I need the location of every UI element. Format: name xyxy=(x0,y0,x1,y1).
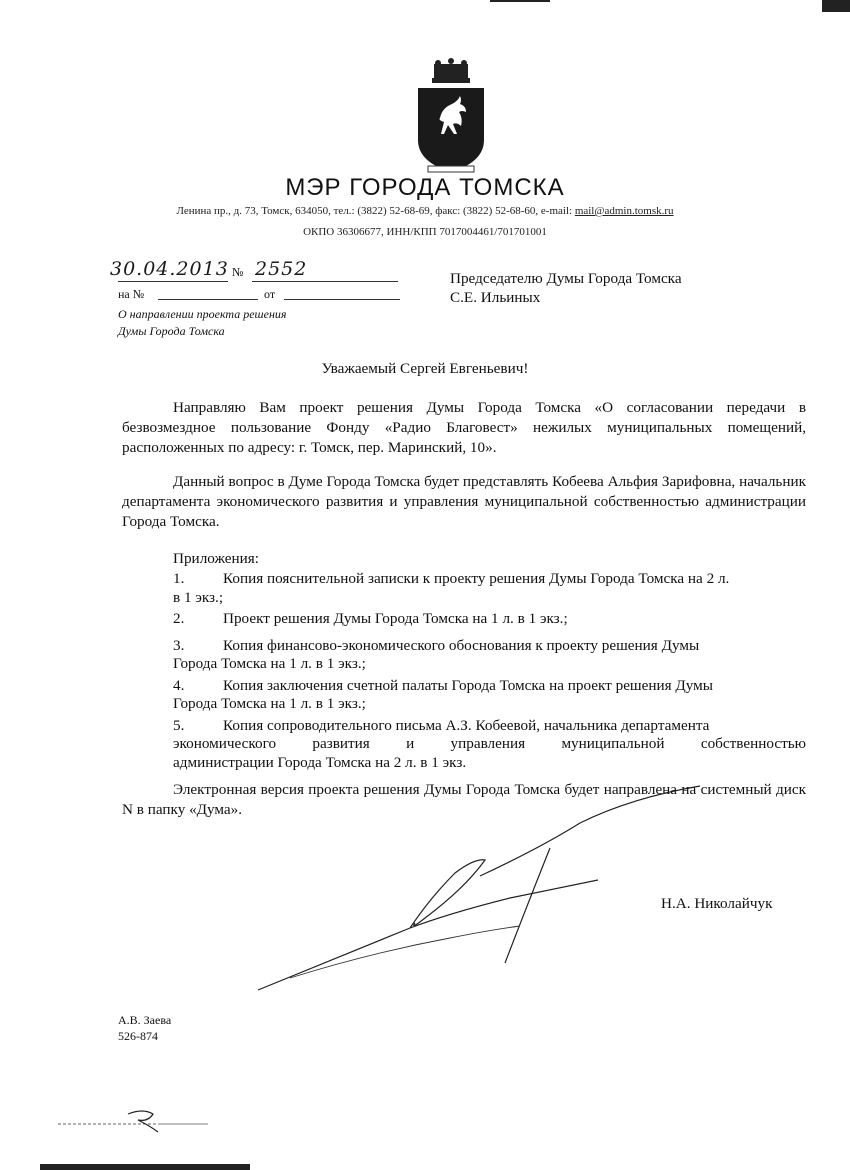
paragraph-1: Направляю Вам проект решения Думы Города Томска «О согласовании передачи в безвозмездное пользование Фонду «Радио Благовест» нежилых муниципальных помещений, расположенных по адресу: г. Томск, пер. Маринский, 10». xyxy=(122,399,806,456)
item-continuation: Города Томска на 1 л. в 1 экз.; xyxy=(173,695,366,712)
list-item xyxy=(173,610,806,629)
list-item xyxy=(173,717,806,773)
scan-top-line xyxy=(490,0,550,2)
item-text: Копия заключения счетной палаты Города Томска на проект решения Думы xyxy=(223,676,713,694)
email-link[interactable]: mail@admin.tomsk.ru xyxy=(574,205,674,217)
item-continuation: экономического развития и управления муниципальной собственностью xyxy=(173,735,806,752)
from-label: от xyxy=(264,287,276,301)
item-text: Проект решения Думы Города Томска на 1 л. в 1 экз.; xyxy=(223,610,568,627)
item-number: 3. xyxy=(173,636,185,654)
subject-line-1: О направлении проекта решения xyxy=(118,307,287,321)
number-label: № xyxy=(232,265,244,279)
item-number: 1. xyxy=(173,570,185,587)
reply-number-line xyxy=(158,299,258,300)
list-item xyxy=(173,637,806,674)
date-underline xyxy=(118,281,228,282)
handwritten-date: 30.04.2013 xyxy=(110,258,229,280)
executor-name: А.В. Заева xyxy=(118,1013,172,1027)
item-continuation: Города Томска на 1 л. в 1 экз.; xyxy=(173,655,366,672)
reply-date-line xyxy=(284,299,400,300)
recipient-line-2: С.Е. Ильиных xyxy=(450,289,541,306)
reply-label: на № xyxy=(118,287,145,301)
scan-corner-mark xyxy=(822,0,850,12)
coat-of-arms-emblem xyxy=(414,58,488,180)
header-address xyxy=(0,205,850,217)
handwritten-number: 2552 xyxy=(255,258,308,280)
paragraph-2: Данный вопрос в Думе Города Томска будет представлять Кобеева Альфия Зарифовна, начальник департамента экономического развития и управления муниципальной собственностью администрации Города Томска. xyxy=(122,473,806,530)
organization-title: МЭР ГОРОДА ТОМСКА xyxy=(285,174,565,201)
recipient-line-1: Председателю Думы Города Томска xyxy=(450,270,682,287)
subject-line-2: Думы Города Томска xyxy=(118,324,225,338)
scan-edge-mark xyxy=(40,1164,250,1170)
item-text: Копия пояснительной записки к проекту решения Думы Города Томска на 2 л. xyxy=(223,570,730,587)
item-continuation: в 1 экз.; xyxy=(173,588,224,606)
list-item xyxy=(173,570,806,607)
item-continuation-2: администрации Города Томска на 2 л. в 1 экз. xyxy=(173,753,467,771)
item-number: 5. xyxy=(173,716,185,734)
number-underline xyxy=(252,281,398,282)
signatory-name: Н.А. Николайчук xyxy=(661,895,773,912)
address-text: Ленина пр., д. 73, Томск, 634050, тел.: (3822) 52-68-69, факс: (3822) 52-68-60, e-mail: xyxy=(176,205,575,217)
item-text: Копия финансово-экономического обоснования к проекту решения Думы xyxy=(223,636,700,654)
item-number: 4. xyxy=(173,676,185,694)
handwritten-signature xyxy=(250,778,710,998)
attachments-list xyxy=(173,570,806,772)
item-text: Копия сопроводительного письма А.З. Кобеевой, начальника департамента xyxy=(223,716,710,734)
header-okpo: ОКПО 36306677, ИНН/КПП 7017004461/701701001 xyxy=(303,226,547,238)
registration-mark xyxy=(58,1100,218,1134)
list-item xyxy=(173,677,806,714)
executor-phone: 526-874 xyxy=(118,1029,158,1043)
item-number: 2. xyxy=(173,610,185,627)
salutation: Уважаемый Сергей Евгеньевич! xyxy=(321,360,529,377)
attachments-heading: Приложения: xyxy=(173,550,259,567)
closing-paragraph: Электронная версия проекта решения Думы Города Томска будет направлена на системный диск N в папку «Дума». xyxy=(122,781,806,818)
